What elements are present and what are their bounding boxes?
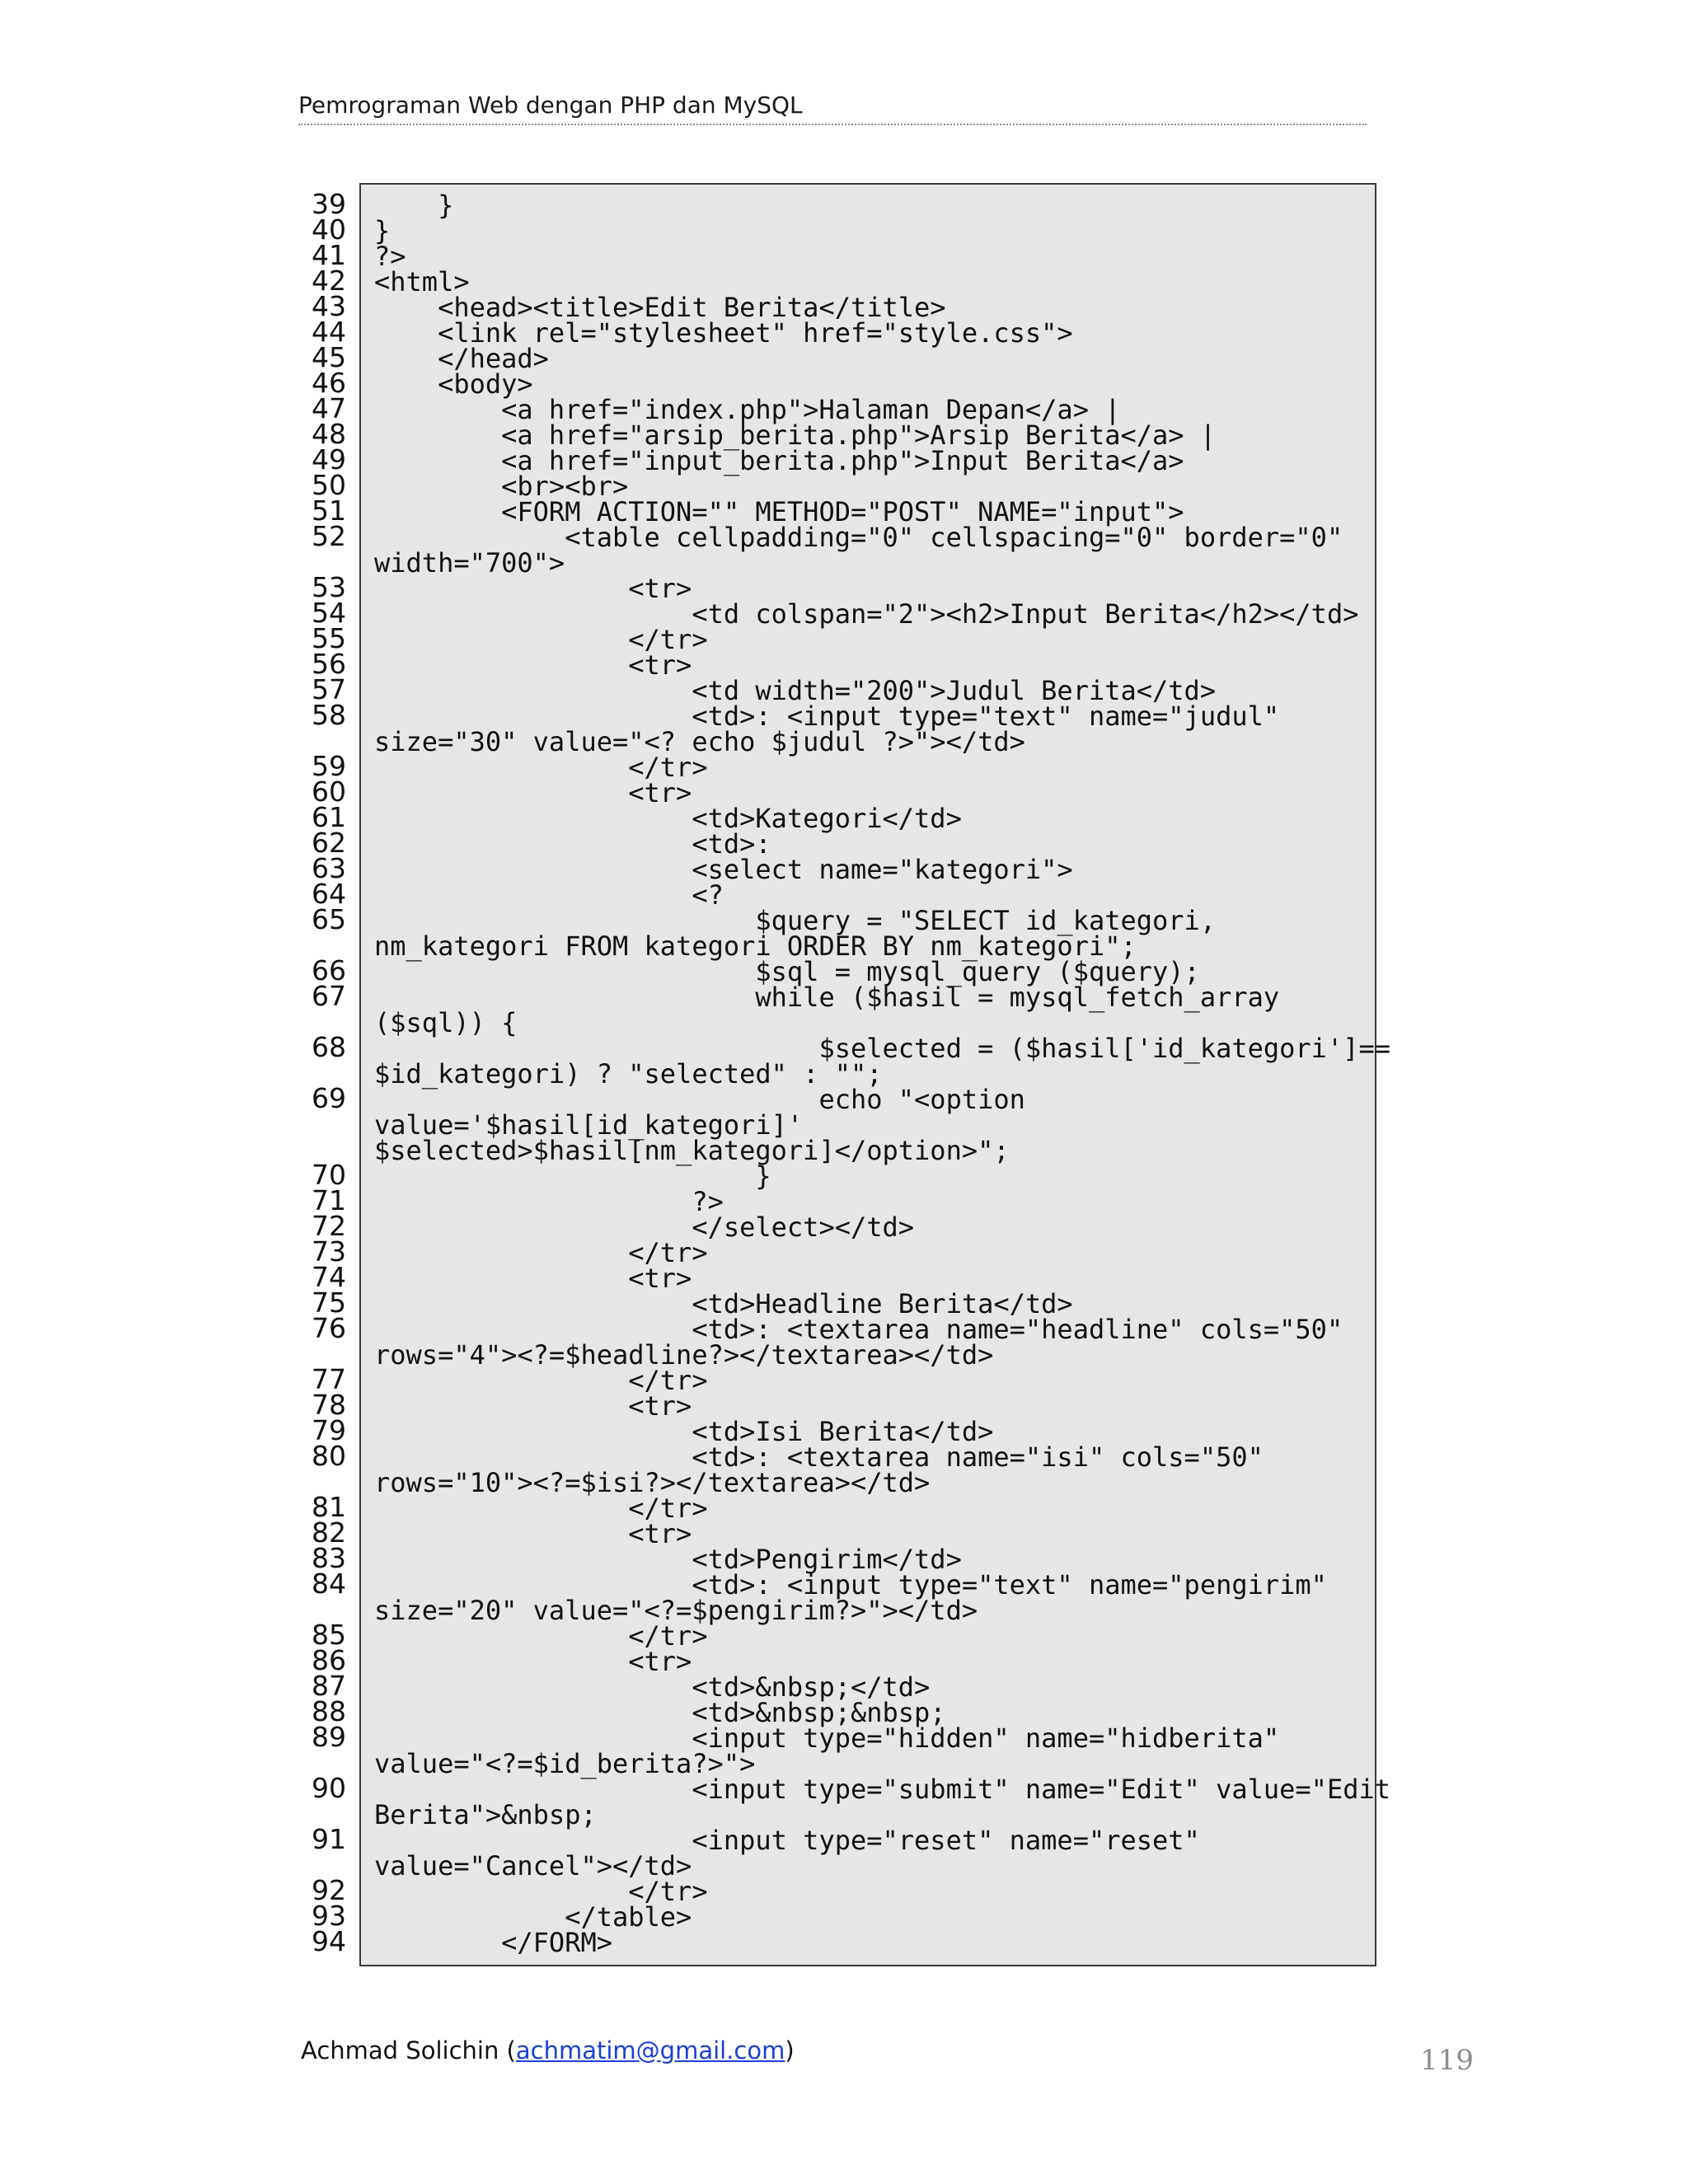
line-number: 69 bbox=[312, 1082, 346, 1114]
code-line: <tr> bbox=[374, 777, 692, 808]
code-box bbox=[359, 183, 1390, 1966]
code-line: <td>: bbox=[374, 828, 771, 860]
line-number: 47 bbox=[312, 392, 346, 424]
close-paren: ) bbox=[785, 2036, 795, 2064]
line-number: 61 bbox=[312, 801, 346, 833]
code-line: <br><br> bbox=[374, 471, 629, 502]
line-number: 85 bbox=[312, 1619, 346, 1651]
line-number: 60 bbox=[312, 776, 346, 808]
footer-author bbox=[301, 2036, 795, 2065]
code-line: <td>Kategori</td> bbox=[374, 803, 962, 834]
line-number: 44 bbox=[312, 316, 346, 348]
code-line: <td>: <textarea name="isi" cols="50" bbox=[374, 1441, 1264, 1473]
code-line: <tr> bbox=[374, 1390, 692, 1422]
code-line: </select></td> bbox=[374, 1212, 915, 1243]
code-line: <html> bbox=[374, 266, 470, 298]
line-number: 75 bbox=[312, 1286, 346, 1319]
line-number: 51 bbox=[312, 494, 346, 527]
line-number: 45 bbox=[312, 341, 346, 373]
code-line: </head> bbox=[374, 343, 549, 374]
line-number: 92 bbox=[312, 1874, 346, 1906]
author-name: Achmad Solichin bbox=[301, 2036, 499, 2064]
code-line: ?> bbox=[374, 241, 406, 272]
code-line: <td>&nbsp;&nbsp; bbox=[374, 1697, 946, 1728]
line-number: 54 bbox=[312, 597, 346, 629]
line-number: 59 bbox=[312, 750, 346, 782]
line-number: 77 bbox=[312, 1363, 346, 1395]
code-line: <tr> bbox=[374, 1518, 692, 1549]
line-number: 94 bbox=[312, 1925, 346, 1957]
line-number: 63 bbox=[312, 852, 346, 884]
line-number: 55 bbox=[312, 622, 346, 654]
line-number: 57 bbox=[312, 673, 346, 705]
line-number: 91 bbox=[312, 1823, 346, 1855]
code-line: <td>: <input type="text" name="pengirim" bbox=[374, 1569, 1327, 1601]
line-number: 46 bbox=[312, 367, 346, 399]
line-number: 58 bbox=[312, 699, 346, 731]
line-number: 50 bbox=[312, 469, 346, 501]
code-line: <tr> bbox=[374, 1646, 692, 1677]
code-listing bbox=[297, 183, 1390, 1968]
code-line: </tr> bbox=[374, 752, 708, 783]
line-number: 73 bbox=[312, 1235, 346, 1268]
line-number: 86 bbox=[312, 1644, 346, 1676]
code-line: </FORM> bbox=[374, 1927, 612, 1958]
line-number: 42 bbox=[312, 265, 346, 297]
code-line: <a href="input_berita.php">Input Berita</a> bbox=[374, 445, 1184, 476]
line-number: 83 bbox=[312, 1542, 346, 1574]
code-line: <link rel="stylesheet" href="style.css"> bbox=[374, 317, 1073, 349]
code-line: $sql = mysql_query ($query); bbox=[374, 956, 1200, 987]
code-line: <td>: <input type="text" name="judul" bbox=[374, 701, 1280, 732]
line-number: 81 bbox=[312, 1491, 346, 1523]
line-number: 74 bbox=[312, 1261, 346, 1293]
line-number: 87 bbox=[312, 1670, 346, 1702]
line-number: 79 bbox=[312, 1414, 346, 1446]
line-number: 82 bbox=[312, 1516, 346, 1549]
code-line: <a href="arsip_berita.php">Arsip Berita</a> | bbox=[374, 419, 1217, 451]
code-line: } bbox=[374, 215, 391, 246]
line-number: 93 bbox=[312, 1900, 346, 1932]
code-line: <input type="reset" name="reset" bbox=[374, 1825, 1200, 1856]
author-email-link[interactable]: achmatim@gmail.com bbox=[515, 2036, 785, 2064]
line-number: 71 bbox=[312, 1184, 346, 1216]
code-line: <td width="200">Judul Berita</td> bbox=[374, 675, 1217, 706]
code-line: width="700"> bbox=[374, 547, 565, 579]
code-line: <td>Pengirim</td> bbox=[374, 1544, 962, 1575]
book-title: Pemrograman Web dengan PHP dan MySQL bbox=[298, 91, 803, 119]
line-number: 66 bbox=[312, 954, 346, 987]
code-line: <td colspan="2"><h2>Input Berita</h2></td> bbox=[374, 598, 1359, 630]
line-number: 65 bbox=[312, 903, 346, 935]
running-header bbox=[298, 91, 1367, 125]
code-line: </tr> bbox=[374, 1620, 708, 1652]
line-number: 90 bbox=[312, 1772, 346, 1804]
code-line: rows="10"><?=$isi?></textarea></td> bbox=[374, 1467, 931, 1498]
line-number: 56 bbox=[312, 648, 346, 680]
line-number: 43 bbox=[312, 290, 346, 322]
code-line: <a href="index.php">Halaman Depan</a> | bbox=[374, 394, 1121, 425]
code-line: <table cellpadding="0" cellspacing="0" border="0" bbox=[374, 522, 1343, 553]
code-line: $query = "SELECT id_kategori, bbox=[374, 905, 1217, 936]
line-number: 68 bbox=[312, 1031, 346, 1063]
code-line: </tr> bbox=[374, 1365, 708, 1396]
code-line: $selected>$hasil[nm_kategori]</option>"; bbox=[374, 1135, 1010, 1166]
code-line: </tr> bbox=[374, 1493, 708, 1524]
code-line: Berita">&nbsp; bbox=[374, 1799, 597, 1830]
line-number: 76 bbox=[312, 1312, 346, 1344]
line-number: 53 bbox=[312, 571, 346, 603]
code-line: <select name="kategori"> bbox=[374, 854, 1073, 885]
line-number: 48 bbox=[312, 418, 346, 450]
code-line: ?> bbox=[374, 1186, 724, 1217]
code-line: value="Cancel"></td> bbox=[374, 1850, 692, 1882]
page-number: 119 bbox=[1420, 2044, 1474, 2077]
line-number: 49 bbox=[312, 443, 346, 476]
code-line: ($sql)) { bbox=[374, 1007, 518, 1038]
line-number: 40 bbox=[312, 213, 346, 246]
code-line: $selected = ($hasil['id_kategori']== bbox=[374, 1033, 1390, 1064]
line-number: 41 bbox=[312, 239, 346, 271]
code-line: value="<?=$id_berita?>"> bbox=[374, 1748, 756, 1779]
line-number: 67 bbox=[312, 980, 346, 1012]
code-line: $id_kategori) ? "selected" : ""; bbox=[374, 1058, 883, 1090]
line-number: 89 bbox=[312, 1721, 346, 1753]
line-number: 88 bbox=[312, 1695, 346, 1727]
code-line: } bbox=[374, 190, 454, 221]
line-number: 72 bbox=[312, 1210, 346, 1242]
code-line: </tr> bbox=[374, 1876, 708, 1907]
code-line: <tr> bbox=[374, 649, 692, 681]
line-number: 84 bbox=[312, 1568, 346, 1600]
code-line: <tr> bbox=[374, 573, 692, 604]
code-line: </table> bbox=[374, 1901, 692, 1933]
line-number: 80 bbox=[312, 1440, 346, 1472]
code-line: <FORM ACTION="" METHOD="POST" NAME="input"> bbox=[374, 496, 1184, 527]
code-line: <input type="submit" name="Edit" value="Edit bbox=[374, 1774, 1390, 1805]
code-line: } bbox=[374, 1160, 771, 1192]
code-line: rows="4"><?=$headline?></textarea></td> bbox=[374, 1339, 994, 1371]
code-line: <head><title>Edit Berita</title> bbox=[374, 292, 946, 323]
code-line: while ($hasil = mysql_fetch_array bbox=[374, 982, 1280, 1013]
line-number: 62 bbox=[312, 827, 346, 859]
line-number: 78 bbox=[312, 1389, 346, 1421]
code-line: <tr> bbox=[374, 1263, 692, 1294]
code-line: </tr> bbox=[374, 624, 708, 655]
code-line: <td>Headline Berita</td> bbox=[374, 1288, 1073, 1319]
code-line: <input type="hidden" name="hidberita" bbox=[374, 1722, 1280, 1754]
code-line: size="20" value="<?=$pengirim?>"></td> bbox=[374, 1595, 978, 1626]
code-line: <td>Isi Berita</td> bbox=[374, 1416, 994, 1447]
code-line: <td>: <textarea name="headline" cols="50" bbox=[374, 1314, 1343, 1345]
line-number: 39 bbox=[312, 188, 346, 220]
code-line: <body> bbox=[374, 368, 533, 400]
code-line: value='$hasil[id_kategori]' bbox=[374, 1109, 804, 1141]
line-number: 52 bbox=[312, 520, 346, 552]
code-line: <td>&nbsp;</td> bbox=[374, 1671, 931, 1703]
code-line: echo "<option bbox=[374, 1084, 1025, 1115]
code-line: </tr> bbox=[374, 1237, 708, 1268]
open-paren: ( bbox=[499, 2036, 516, 2064]
code-line: nm_kategori FROM kategori ORDER BY nm_kategori"; bbox=[374, 930, 1137, 962]
code-line: size="30" value="<? echo $judul ?>"></td> bbox=[374, 726, 1025, 757]
code-line: <? bbox=[374, 879, 724, 911]
line-number: 64 bbox=[312, 878, 346, 910]
line-number: 70 bbox=[312, 1159, 346, 1191]
